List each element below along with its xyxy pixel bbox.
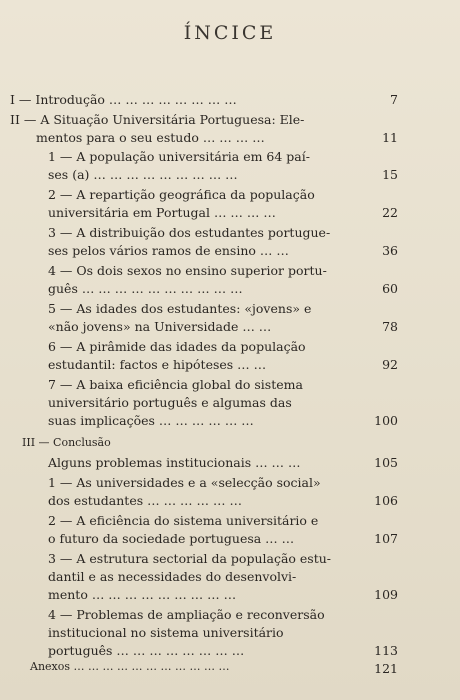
page-number: 60	[382, 281, 398, 296]
toc-line: I — Introdução … … … … … … … …	[10, 92, 237, 107]
toc-line: dos estudantes … … … … … …	[48, 493, 242, 508]
toc-line: guês … … … … … … … … … …	[48, 281, 243, 296]
page-number: 36	[382, 243, 398, 258]
toc-line: 7 — A baixa eficiência global do sistema	[48, 377, 303, 392]
page-number: 109	[374, 587, 398, 602]
page-number: 121	[374, 661, 398, 676]
toc-line: 2 — A repartição geográfica da população	[48, 187, 315, 202]
toc-line: universitário português e algumas das	[48, 395, 292, 410]
page-number: 15	[382, 167, 398, 182]
toc-line: ses pelos vários ramos de ensino … …	[48, 243, 289, 258]
page-number: 22	[382, 205, 398, 220]
page-number: 113	[374, 643, 398, 658]
toc-line: 4 — Os dois sexos no ensino superior portu-	[48, 263, 327, 278]
toc-line: Alguns problemas institucionais … … …	[48, 455, 301, 470]
toc-line: mentos para o seu estudo … … … …	[36, 130, 265, 145]
toc-line: «não jovens» na Universidade … …	[48, 319, 272, 334]
toc-line: 5 — As idades dos estudantes: «jovens» e	[48, 301, 312, 316]
toc-line: o futuro da sociedade portuguesa … …	[48, 531, 295, 546]
page-number: 107	[374, 531, 398, 546]
page-number: 78	[382, 319, 398, 334]
page-title: ÍNCICE	[183, 22, 277, 44]
toc-line: 1 — A população universitária em 64 paí-	[48, 149, 310, 164]
page-number: 7	[390, 92, 398, 107]
toc-line: institucional no sistema universitário	[48, 625, 284, 640]
toc-line: 2 — A eficiência do sistema universitário e	[48, 513, 319, 528]
toc-line: 3 — A distribuição dos estudantes portugue-	[48, 225, 331, 240]
toc-line: III — Conclusão	[22, 436, 111, 449]
toc-line: II — A Situação Universitária Portuguesa: Ele-	[10, 112, 305, 127]
page-number: 105	[374, 455, 398, 470]
toc-line: suas implicações … … … … … …	[48, 413, 254, 428]
toc-line: mento … … … … … … … … …	[48, 587, 237, 602]
toc-line: 4 — Problemas de ampliação e reconversão	[48, 607, 325, 622]
toc-line: estudantil: factos e hipóteses … …	[48, 357, 267, 372]
page-number: 92	[382, 357, 398, 372]
page-number: 106	[374, 493, 398, 508]
toc-line: Anexos … … … … … … … … … … …	[30, 660, 230, 673]
toc-line: dantil e as necessidades do desenvolvi-	[48, 569, 297, 584]
toc-line: universitária em Portugal … … … …	[48, 205, 276, 220]
toc-line: 1 — As universidades e a «selecção social»	[48, 475, 321, 490]
page-number: 11	[382, 130, 398, 145]
toc-line: 6 — A pirâmide das idades da população	[48, 339, 306, 354]
toc-line: português … … … … … … … …	[48, 643, 245, 658]
toc-line: ses (a) … … … … … … … … …	[48, 167, 238, 182]
toc-line: 3 — A estrutura sectorial da população estu-	[48, 551, 332, 566]
page-number: 100	[374, 413, 398, 428]
